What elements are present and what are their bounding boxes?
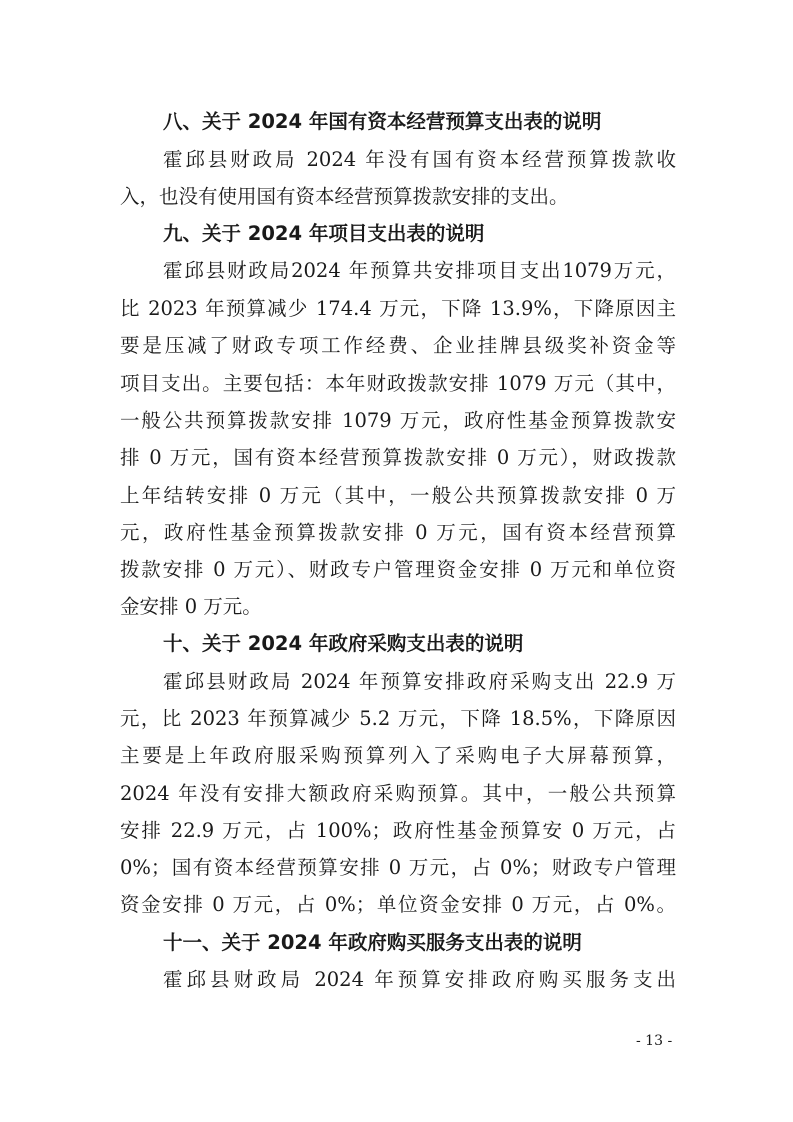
paragraph-line: 0%；国有资本经营预算安排 0 万元，占 0%；财政专户管理 — [120, 856, 676, 879]
paragraph-line: 入，也没有使用国有资本经营预算拨款安排的支出。 — [120, 185, 569, 208]
paragraph-line: 项目支出。主要包括：本年财政拨款安排 1079 万元（其中， — [120, 372, 676, 395]
section-heading-9: 九、关于 2024 年项目支出表的说明 — [163, 222, 485, 245]
paragraph-line: 比 2023 年预算减少 174.4 万元，下降 13.9%，下降原因主 — [120, 297, 676, 320]
paragraph-line: 霍邱县财政局2024 年预算共安排项目支出1079万元， — [163, 259, 676, 282]
paragraph-line: 元，政府性基金预算拨款安排 0 万元，国有资本经营预算 — [120, 521, 676, 544]
paragraph-line: 霍邱县财政局 2024 年预算安排政府购买服务支出 — [163, 968, 676, 991]
section-heading-11: 十一、关于 2024 年政府购买服务支出表的说明 — [163, 931, 582, 954]
paragraph-line: 霍邱县财政局 2024 年预算安排政府采购支出 22.9 万 — [163, 670, 676, 693]
paragraph-line: 霍邱县财政局 2024 年没有国有资本经营预算拨款收 — [163, 148, 676, 171]
paragraph-line: 上年结转安排 0 万元（其中，一般公共预算拨款安排 0 万 — [120, 484, 676, 507]
paragraph-line: 资金安排 0 万元，占 0%；单位资金安排 0 万元，占 0%。 — [120, 893, 676, 916]
paragraph-line: 安排 22.9 万元，占 100%；政府性基金预算安 0 万元，占 — [120, 819, 676, 842]
section-heading-10: 十、关于 2024 年政府采购支出表的说明 — [163, 632, 524, 655]
page-number: - 13 - — [636, 1033, 673, 1049]
paragraph-line: 2024 年没有安排大额政府采购预算。其中，一般公共预算 — [120, 782, 676, 805]
section-heading-8: 八、关于 2024 年国有资本经营预算支出表的说明 — [163, 110, 602, 133]
paragraph-line: 排 0 万元，国有资本经营预算拨款安排 0 万元），财政拨款 — [120, 446, 676, 469]
paragraph-line: 元，比 2023 年预算减少 5.2 万元，下降 18.5%，下降原因 — [120, 707, 676, 730]
paragraph-line: 金安排 0 万元。 — [120, 595, 262, 618]
paragraph-line: 主要是上年政府服采购预算列入了采购电子大屏幕预算， — [120, 744, 676, 767]
paragraph-line: 要是压减了财政专项工作经费、企业挂牌县级奖补资金等 — [120, 334, 676, 357]
paragraph-line: 一般公共预算拨款安排 1079 万元，政府性基金预算拨款安 — [120, 409, 676, 432]
paragraph-line: 拨款安排 0 万元）、财政专户管理资金安排 0 万元和单位资 — [120, 558, 676, 581]
